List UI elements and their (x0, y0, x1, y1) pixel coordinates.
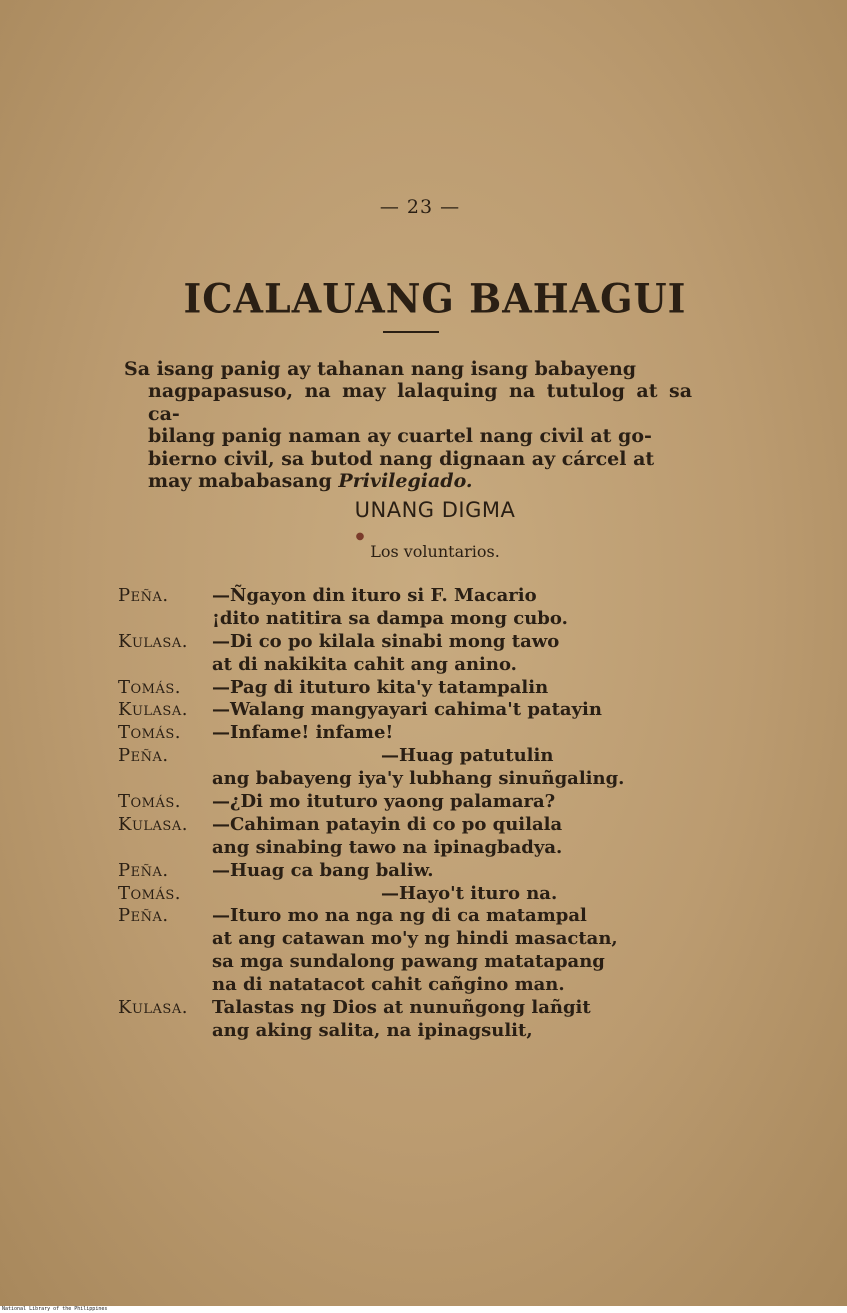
dialogue-text: —Pag di ituturo kita'y tatampalin (212, 676, 549, 698)
stage-line (124, 470, 692, 492)
stage-line: nagpapasuso, na may lalaquing na tutulog at sa ca- (148, 380, 692, 425)
dialogue-line (118, 654, 718, 677)
stage-direction (124, 358, 692, 492)
dialogue-line (118, 814, 718, 837)
dialogue-line (118, 699, 718, 722)
speaker-name: Tomás. (118, 882, 181, 904)
speaker-name: Tomás. (118, 722, 181, 744)
dialogue-line (118, 745, 718, 768)
scene-title: UNANG DIGMA (354, 498, 516, 522)
dialogue-text: —¿Di mo ituturo yaong palamara? (212, 791, 556, 813)
stage-line: bierno civil, sa butod nang dignaan ay cárcel at (148, 447, 655, 470)
dialogue-line (118, 974, 718, 997)
dialogue-line (118, 928, 718, 951)
dialogue-text: ang sinabing tawo na ipinagbadya. (212, 836, 563, 858)
dialogue-text: —Walang mangyayari cahima't patayin (212, 699, 602, 721)
speaker-name: Tomás. (118, 791, 181, 813)
dialogue-line (118, 631, 718, 654)
dialogue-line (118, 1020, 718, 1043)
dialogue-text: Talastas ng Dios at nunuñgong lañgit (212, 997, 591, 1019)
speaker-name: Peña. (118, 905, 169, 927)
ornament-mark: ● (355, 531, 365, 542)
dialogue-text: —Hayo't ituro na. (381, 882, 558, 904)
speaker-name: Kulasa. (118, 997, 188, 1019)
dialogue-text: at di nakikita cahit ang anino. (212, 653, 517, 675)
page-title: ICALAUANG BAHAGUI (183, 274, 687, 323)
dialogue-line (118, 997, 718, 1020)
stage-line-italic: Privilegiado. (338, 470, 473, 493)
dialogue-line (118, 722, 718, 745)
dialogue-text: —Ñgayon din ituro si F. Macario (212, 585, 537, 606)
dialogue-line (118, 905, 718, 928)
dialogue-line (118, 883, 718, 906)
speaker-name: Tomás. (118, 676, 181, 698)
dialogue-text: —Di co po kilala sinabi mong tawo (212, 630, 560, 652)
dialogue-text: —Infame! infame! (212, 722, 394, 744)
dialogue-text: na di natatacot cahit cañgino man. (212, 974, 565, 996)
dialogue-text: ¡dito natitira sa dampa mong cubo. (212, 607, 568, 629)
dialogue-text: —Ituro mo na nga ng di ca matampal (212, 905, 587, 927)
stage-line-text: may mababasang (148, 470, 339, 493)
speaker-name: Kulasa. (118, 699, 188, 721)
speaker-name: Peña. (118, 585, 169, 606)
dialogue (118, 585, 718, 1043)
dialogue-line (118, 608, 718, 631)
speaker-name: Kulasa. (118, 630, 188, 652)
speaker-name: Peña. (118, 745, 169, 767)
dialogue-line (118, 585, 718, 608)
speaker-name: Kulasa. (118, 813, 188, 835)
dialogue-text: ang babayeng iya'y lubhang sinuñgaling. (212, 768, 625, 790)
library-footer: National Library of the Philippines (0, 1306, 847, 1313)
dialogue-text: —Huag patutulin (381, 745, 554, 767)
dialogue-line (118, 791, 718, 814)
dialogue-text: —Cahiman patayin di co po quilala (212, 813, 563, 835)
dialogue-line (118, 837, 718, 860)
title-rule (383, 331, 439, 333)
speaker-name: Peña. (118, 859, 169, 881)
stage-line: bilang panig naman ay cuartel nang civil at go- (148, 425, 652, 448)
stage-line: Sa isang panig ay tahanan nang isang babayeng (124, 358, 637, 380)
dialogue-line (118, 677, 718, 700)
dialogue-text: sa mga sundalong pawang matatapang (212, 951, 605, 973)
dialogue-line (118, 860, 718, 883)
dialogue-line (118, 768, 718, 791)
dialogue-text: at ang catawan mo'y ng hindi masactan, (212, 928, 618, 950)
dialogue-text: ang aking salita, na ipinagsulit, (212, 1019, 533, 1041)
page-number: — 23 — (379, 196, 461, 218)
dialogue-line (118, 951, 718, 974)
characters-line: Los voluntarios. (370, 542, 500, 561)
dialogue-text: —Huag ca bang baliw. (212, 859, 434, 881)
